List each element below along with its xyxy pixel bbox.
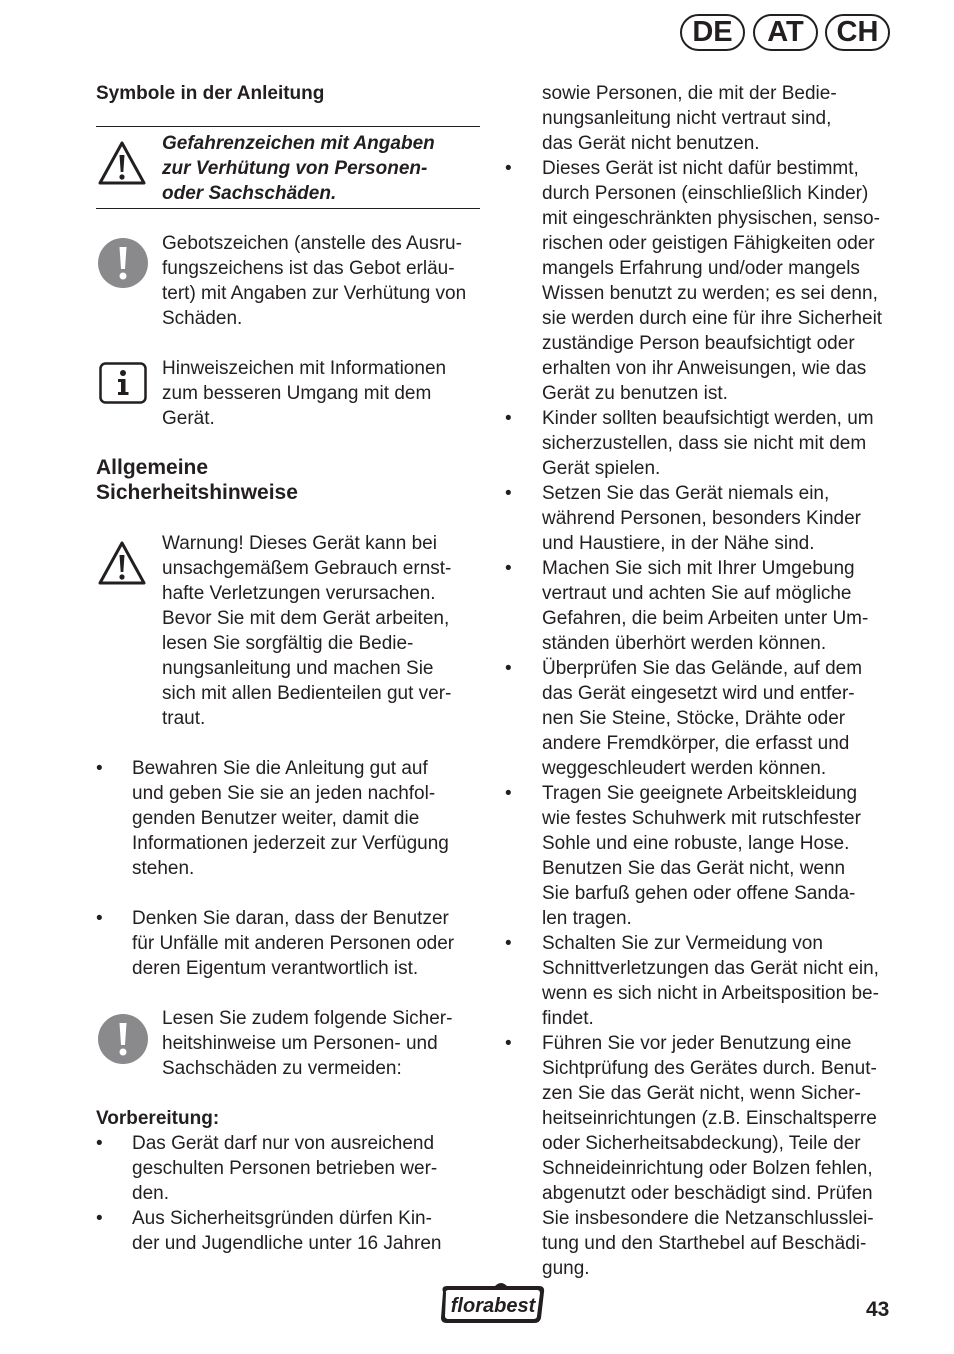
warning-text: Warnung! Dieses Gerät kann bei unsachgemäßem Gebrauch ernst- hafte Verletzungen verursachen. Bevor Sie mit dem Gerät arbeiten, lesen Sie sorgfältig die Bedie- nungsanleitung und machen Sie sich mit allen Bedienteilen gut ver- traut.	[162, 533, 452, 729]
general-safety-heading: Allgemeine Sicherheitshinweise	[96, 456, 298, 504]
list-item: • Führen Sie vor jeder Benutzung eine Sichtprüfung des Gerätes durch. Benut- zen Sie das Gerät nicht, wenn Sicher- heitseinrichtungen (z.B. Einschaltsperre oder Sicherheitsabdeckung), Teile der Schneideinrichtung oder Bolzen fehlen, abgenutzt oder beschädigt sind. Prüfen Sie insbesondere die Netzanschlusslei- tung und den Starthebel auf Beschädi- gung.	[505, 1033, 877, 1279]
warning-triangle-icon	[97, 140, 147, 186]
lang-badge-at: AT	[753, 14, 818, 51]
preparation-heading: Vorbereitung:	[96, 1108, 220, 1129]
florabest-logo-icon	[437, 1282, 549, 1326]
warning-triangle-icon	[97, 540, 147, 586]
continuation-text: sowie Personen, die mit der Bedie- nungsanleitung nicht vertraut sind, das Gerät nicht benutzen.	[542, 83, 837, 154]
exclamation-circle-icon	[97, 1013, 149, 1065]
exclamation-circle-icon	[97, 237, 149, 289]
list-item: • Bewahren Sie die Anleitung gut auf und geben Sie sie an jeden nachfol- genden Benutzer weiter, damit die Informationen jederzeit zur Verfügung stehen.	[96, 758, 449, 879]
page-number: 43	[866, 1298, 890, 1321]
list-item: • Schalten Sie zur Vermeidung von Schnittverletzungen das Gerät nicht ein, wenn es sich nicht in Arbeitsposition be- findet.	[505, 933, 879, 1029]
symbols-heading: Symbole in der Anleitung	[96, 83, 325, 104]
list-item: • Setzen Sie das Gerät niemals ein, während Personen, besonders Kinder und Haustiere, in der Nähe sind.	[505, 483, 861, 554]
list-item: • Aus Sicherheitsgründen dürfen Kin- der und Jugendliche unter 16 Jahren	[96, 1208, 442, 1254]
list-item: • Kinder sollten beaufsichtigt werden, um sicherzustellen, dass sie nicht mit dem Gerät spielen.	[505, 408, 874, 479]
divider-top	[96, 126, 480, 127]
info-symbol-text: Hinweiszeichen mit Informationen zum besseren Umgang mit dem Gerät.	[162, 358, 447, 429]
lang-badge-de: DE	[680, 14, 745, 51]
list-item: • Dieses Gerät ist nicht dafür bestimmt, durch Personen (einschließlich Kinder) mit eingeschränkten physischen, senso- rischen oder geistigen Fähigkeiten oder mangels Erfahrung und/oder mangels Wissen benutzt zu werden; es sei denn, sie werden durch eine für ihre Sicherheit zuständige Person beaufsichtigt oder erhalten von ihr Anweisungen, wie das Gerät zu benutzen ist.	[505, 158, 883, 404]
mandatory-symbol-text: Gebotszeichen (anstelle des Ausru- fungszeichens ist das Gebot erläu- tert) mit Angaben zur Verhütung von Schäden.	[162, 233, 467, 329]
danger-symbol-text: Gefahrenzeichen mit Angaben zur Verhütung von Personen- oder Sachschäden.	[162, 133, 435, 204]
list-item: • Überprüfen Sie das Gelände, auf dem das Gerät eingesetzt wird und entfer- nen Sie Steine, Stöcke, Drähte oder andere Fremdkörper, die erfasst und weggeschleudert werden können.	[505, 658, 863, 779]
list-item: • Denken Sie daran, dass der Benutzer für Unfälle mit anderen Personen oder deren Eigentum verantwortlich ist.	[96, 908, 455, 979]
info-box-icon	[99, 362, 147, 404]
brand-text: florabest	[450, 1295, 536, 1317]
list-item: • Machen Sie sich mit Ihrer Umgebung vertraut und achten Sie auf mögliche Gefahren, die beim Arbeiten unter Um- ständen überhört werden können.	[505, 558, 869, 654]
divider-bottom	[96, 208, 480, 209]
list-item: • Tragen Sie geeignete Arbeitskleidung wie festes Schuhwerk mit rutschfester Sohle und eine robuste, lange Hose. Benutzen Sie das Gerät nicht, wenn Sie barfuß gehen oder offene Sanda- len tragen.	[505, 783, 861, 929]
list-item: • Das Gerät darf nur von ausreichend geschulten Personen betrieben wer- den.	[96, 1133, 438, 1204]
read-more-text: Lesen Sie zudem folgende Sicher- heitshinweise um Personen- und Sachschäden zu vermeiden:	[162, 1008, 453, 1079]
lang-badge-ch: CH	[825, 14, 890, 51]
